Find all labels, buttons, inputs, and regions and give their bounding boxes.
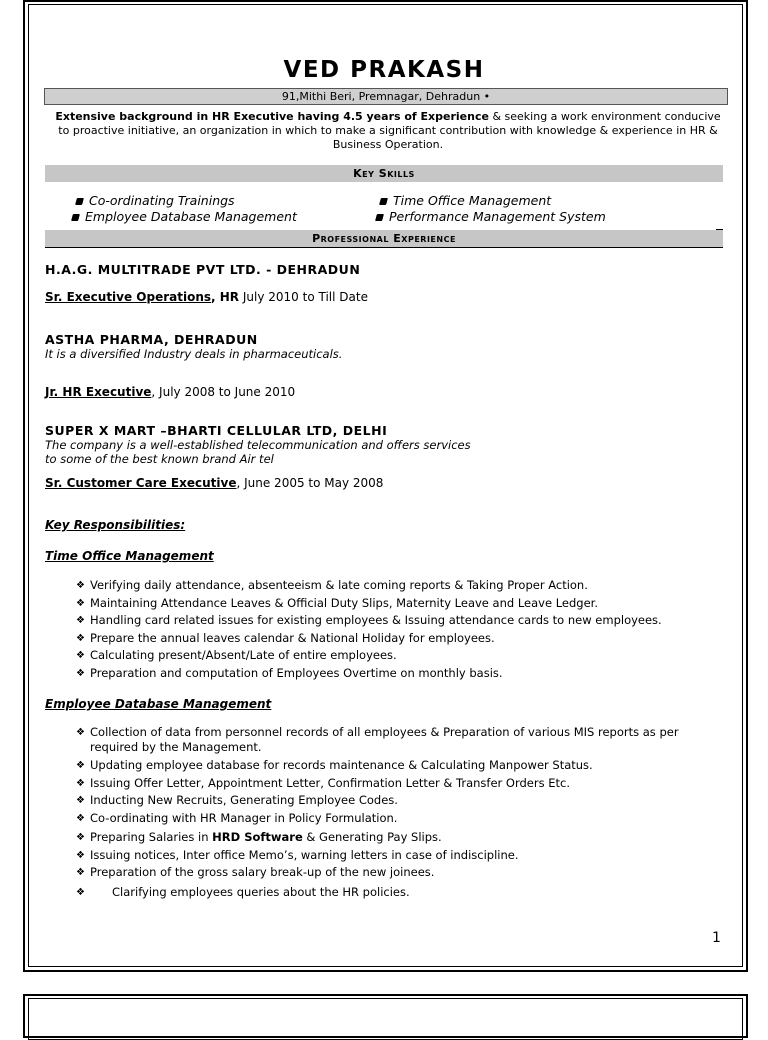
bullet-icon [75, 198, 84, 205]
summary [50, 110, 726, 152]
diamond-bullet-icon: ❖ [76, 777, 85, 789]
list-item: ❖ Inducting New Recruits, Generating Employee Codes. [76, 792, 716, 810]
heading-rule-tick [716, 229, 723, 230]
job-position: Sr. Customer Care Executive, June 2005 to May 2008 [45, 476, 384, 490]
list-item: ❖ Maintaining Attendance Leaves & Official Duty Slips, Maternity Leave and Leave Ledger. [76, 595, 726, 613]
professional-experience-heading: Professional Experience [45, 230, 723, 248]
summary-highlight: Extensive background in HR Executive having 4.5 years of Experience [55, 110, 489, 123]
bullet-icon [71, 214, 80, 221]
company-description: It is a diversified Industry deals in pharmaceuticals. [45, 347, 343, 361]
diamond-bullet-icon: ❖ [76, 849, 85, 861]
employee-database-heading: Employee Database Management [45, 697, 272, 711]
job-position: Jr. HR Executive, July 2008 to June 2010 [45, 385, 296, 399]
diamond-bullet-icon: ❖ [76, 760, 85, 771]
summary-text: & seeking a work environment conducive to proactive initiative, an organization in which to make a significant contribution with knowledge & experience in HR & Business Operation. [58, 110, 721, 151]
bullet-icon [379, 198, 388, 205]
job-position: Sr. Executive Operations, HR July 2010 to Till Date [45, 290, 368, 304]
page-number: 1 [712, 930, 721, 946]
bullet-icon [375, 214, 384, 221]
key-responsibilities-heading: Key Responsibilities: [45, 518, 186, 532]
diamond-bullet-icon: ❖ [76, 580, 85, 591]
address-bar: 91,Mithi Beri, Premnagar, Dehradun • [44, 88, 728, 105]
next-page-border-inner [28, 998, 743, 1040]
list-item: ❖ Co-ordinating with HR Manager in Policy Formulation. [76, 810, 716, 828]
list-item: ❖ Calculating present/Absent/Late of entire employees. [76, 647, 726, 665]
time-office-list [76, 577, 726, 682]
list-item: ❖ Preparation and computation of Employees Overtime on monthly basis. [76, 665, 726, 683]
diamond-bullet-icon: ❖ [76, 812, 85, 824]
diamond-bullet-icon: ❖ [76, 597, 85, 609]
diamond-bullet-icon: ❖ [76, 886, 85, 898]
list-item: ❖ Handling card related issues for existing employees & Issuing attendance cards to new employees. [76, 612, 726, 630]
company-description: The company is a well-established telecommunication and offers services to some of the best known brand Air tel [45, 438, 471, 466]
time-office-heading: Time Office Management [45, 549, 214, 563]
diamond-bullet-icon: ❖ [76, 615, 85, 626]
list-item: ❖ Issuing notices, Inter office Memo’s, warning letters in case of indiscipline. [76, 847, 716, 865]
diamond-bullet-icon: ❖ [76, 795, 85, 806]
key-skills-heading: Key Skills [45, 165, 723, 182]
list-item: ❖ Updating employee database for records maintenance & Calculating Manpower Status. [76, 757, 716, 775]
company-name: ASTHA PHARMA, DEHRADUN [45, 332, 258, 347]
diamond-bullet-icon: ❖ [76, 632, 85, 644]
skill-item: Employee Database Management [72, 209, 297, 224]
list-item: ❖ Preparation of the gross salary break-up of the new joinees. [76, 864, 716, 882]
diamond-bullet-icon: ❖ [76, 727, 85, 738]
diamond-bullet-icon: ❖ [76, 832, 85, 843]
employee-database-list [76, 725, 716, 901]
list-item: ❖ Collection of data from personnel records of all employees & Preparation of various MIS reports as per required by the Management. [76, 725, 679, 754]
resume-name: VED PRAKASH [283, 57, 485, 83]
list-item: ❖ Clarifying employees queries about the HR policies. [76, 884, 716, 902]
list-item: ❖ Verifying daily attendance, absenteeism & late coming reports & Taking Proper Action. [76, 577, 726, 595]
list-item: ❖ Preparing Salaries in HRD Software & Generating Pay Slips. [76, 829, 716, 847]
list-item: ❖ Issuing Offer Letter, Appointment Letter, Confirmation Letter & Transfer Orders Etc. [76, 775, 716, 793]
company-name: SUPER X MART –BHARTI CELLULAR LTD, DELHI [45, 423, 388, 438]
company-name: H.A.G. MULTITRADE PVT LTD. - DEHRADUN [45, 262, 361, 277]
skill-item: Time Office Management [380, 193, 551, 208]
diamond-bullet-icon: ❖ [76, 650, 85, 661]
diamond-bullet-icon: ❖ [76, 667, 85, 679]
skill-item: Performance Management System [376, 209, 606, 224]
skill-item: Co-ordinating Trainings [76, 193, 235, 208]
diamond-bullet-icon: ❖ [76, 867, 85, 878]
list-item: ❖ Prepare the annual leaves calendar & National Holiday for employees. [76, 630, 726, 648]
